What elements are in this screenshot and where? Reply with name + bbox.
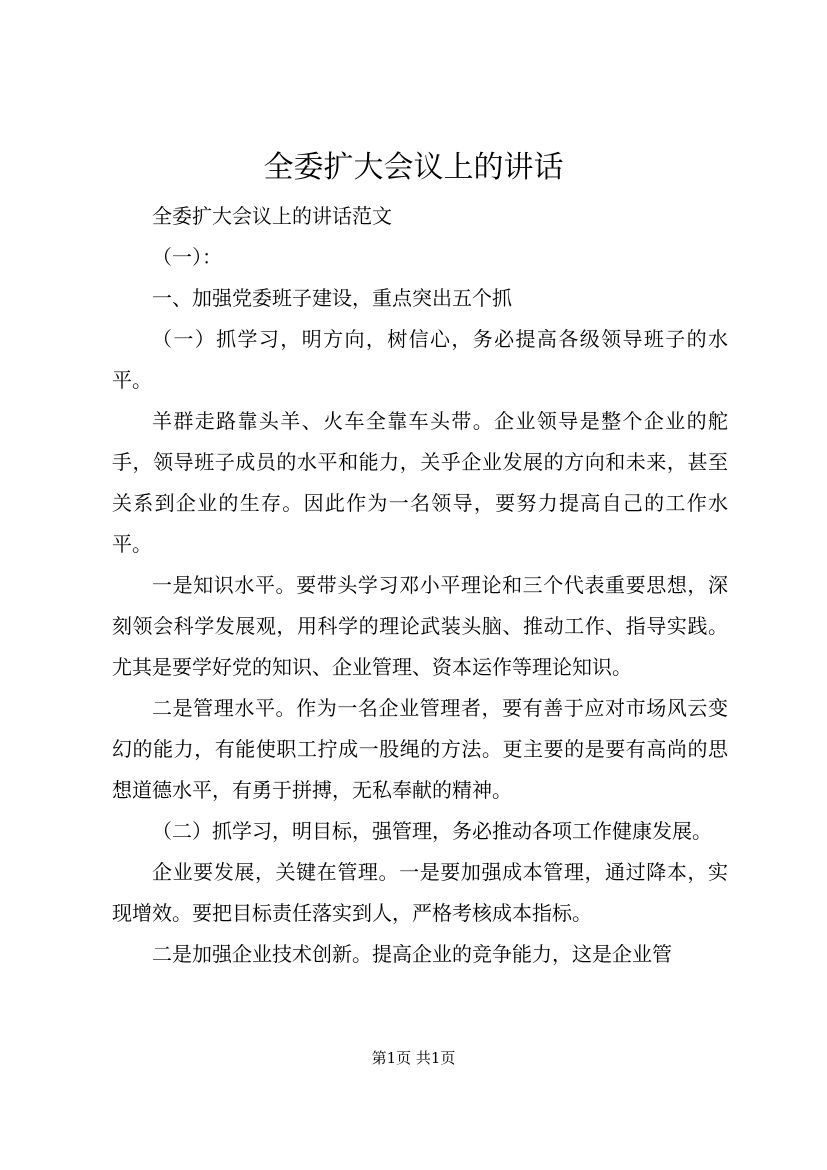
paragraph: 一、加强党委班子建设，重点突出五个抓 xyxy=(152,286,512,310)
paragraph: （一）抓学习，明方向，树信心，务必提高各级领导班子的水平。 xyxy=(112,327,728,392)
document-body xyxy=(112,196,728,975)
paragraph: （二）抓学习，明目标，强管理，务必推动各项工作健康发展。 xyxy=(152,819,712,843)
paragraph: 二是加强企业技术创新。提高企业的竞争能力，这是企业管 xyxy=(152,942,672,966)
paragraph: 二是管理水平。作为一名企业管理者，要有善于应对市场风云变幻的能力，有能使职工拧成一股绳的方法。更主要的是要有高尚的思想道德水平，有勇于拼搏，无私奉献的精神。 xyxy=(112,696,728,802)
paragraph: 一是知识水平。要带头学习邓小平理论和三个代表重要思想，深刻领会科学发展观，用科学的理论武装头脑、推动工作、指导实践。尤其是要学好党的知识、企业管理、资本运作等理论知识。 xyxy=(112,573,728,679)
page-footer: 第1页 共1页 xyxy=(371,1049,456,1067)
document-title: 全委扩大会议上的讲话 xyxy=(263,150,564,185)
paragraph: 全委扩大会议上的讲话范文 xyxy=(152,204,392,228)
paragraph: 企业要发展，关键在管理。一是要加强成本管理，通过降本，实现增效。要把目标责任落实到人，严格考核成本指标。 xyxy=(112,860,728,925)
paragraph: 羊群走路靠头羊、火车全靠车头带。企业领导是整个企业的舵手，领导班子成员的水平和能力，关乎企业发展的方向和未来，甚至关系到企业的生存。因此作为一名领导，要努力提高自己的工作水平。 xyxy=(112,409,728,556)
paragraph: （一）： xyxy=(152,245,222,269)
